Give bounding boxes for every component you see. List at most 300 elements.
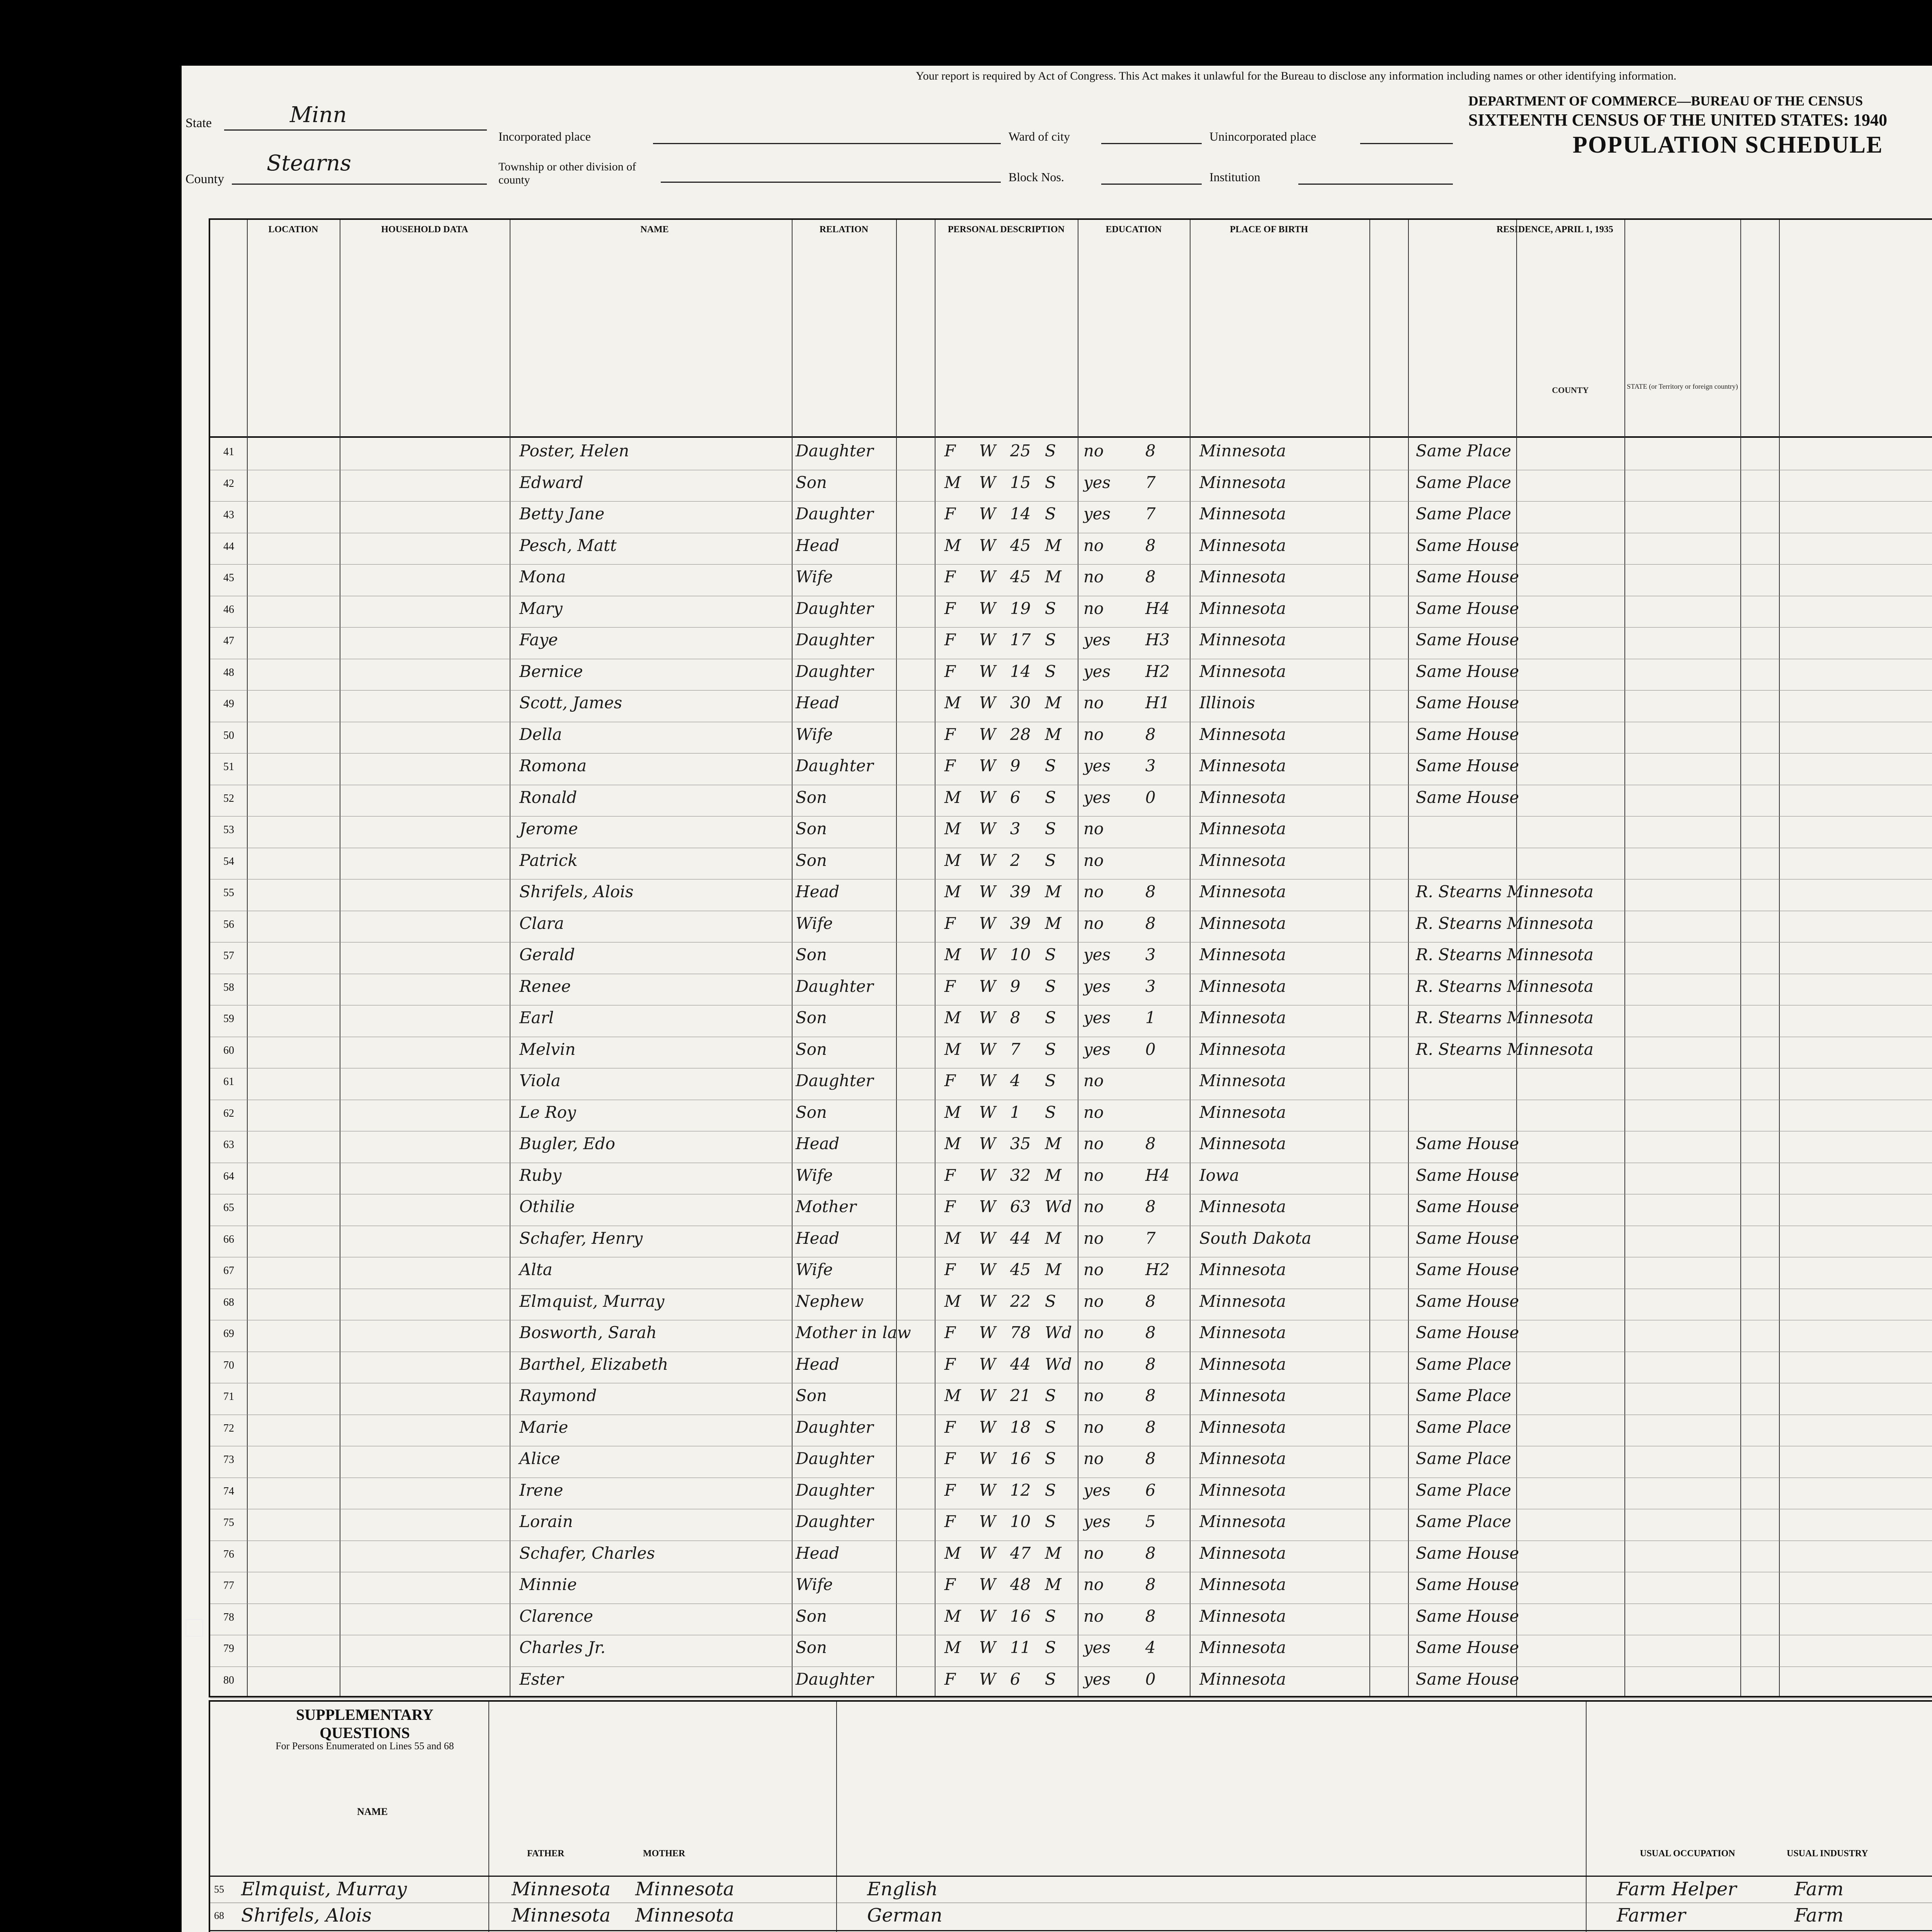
grade-cell: 0 [1145, 787, 1156, 807]
grade-cell: 8 [1145, 1197, 1156, 1216]
marital-cell: S [1045, 1071, 1056, 1090]
sex-cell: M [944, 1638, 961, 1657]
line-number: 51 [223, 761, 234, 773]
supp-title: SUPPLEMENTARY QUESTIONS [296, 1706, 434, 1742]
line-number: 79 [223, 1643, 234, 1655]
age-cell: 17 [1010, 630, 1031, 649]
age-cell: 39 [1010, 913, 1031, 933]
age-cell: 35 [1010, 1134, 1031, 1153]
education-heading: EDUCATION [1105, 224, 1162, 235]
relation-cell: Head [796, 1543, 840, 1563]
table-row [210, 848, 1932, 880]
supp-occ-label: USUAL OCCUPATION [1640, 1849, 1735, 1859]
person-name: Poster, Helen [519, 441, 629, 460]
supp-row-55: 55 Elmquist, Murray Minnesota Minnesota English Farm Helper Farm [210, 1876, 1932, 1904]
residence-cell: Same House [1416, 693, 1519, 712]
table-row [210, 1352, 1932, 1384]
residence-cell: Same House [1416, 1575, 1519, 1594]
birthplace-cell: Minnesota [1199, 1512, 1286, 1531]
grade-cell: 8 [1145, 1575, 1156, 1594]
line-number: 43 [223, 509, 234, 521]
table-row [210, 1667, 1932, 1699]
person-name: Barthel, Elizabeth [519, 1354, 668, 1374]
grade-cell: 8 [1145, 441, 1156, 460]
birthplace-cell: Illinois [1199, 693, 1255, 712]
relation-cell: Son [796, 1386, 827, 1405]
birthplace-cell: Minnesota [1199, 441, 1286, 460]
marital-cell: S [1045, 976, 1056, 996]
school-cell: no [1083, 1291, 1104, 1311]
school-cell: no [1083, 1575, 1104, 1594]
line-number: 58 [223, 981, 234, 993]
supp-row-68: 68 Shrifels, Alois Minnesota Minnesota German Farmer Farm [210, 1903, 1932, 1931]
school-cell: no [1083, 1071, 1104, 1090]
sex-cell: M [944, 945, 961, 964]
person-name: Clarence [519, 1606, 593, 1626]
age-cell: 19 [1010, 599, 1031, 618]
birthplace-cell: Minnesota [1199, 724, 1286, 744]
location-heading: LOCATION [268, 224, 318, 235]
table-row [210, 1068, 1932, 1100]
marital-cell: S [1045, 473, 1056, 492]
incorporated-underline [653, 143, 1001, 144]
age-cell: 8 [1010, 1008, 1020, 1027]
table-row [210, 1478, 1932, 1510]
school-cell: no [1083, 1165, 1104, 1185]
table-row [210, 1415, 1932, 1447]
race-cell: W [979, 850, 996, 870]
sex-cell: F [944, 976, 956, 996]
birthplace-cell: Minnesota [1199, 1543, 1286, 1563]
person-name: Bugler, Edo [519, 1134, 616, 1153]
line-number: 46 [223, 603, 234, 616]
relation-cell: Mother [796, 1197, 857, 1216]
age-cell: 2 [1010, 850, 1020, 870]
school-cell: yes [1083, 1039, 1111, 1059]
birthplace-cell: Minnesota [1199, 1354, 1286, 1374]
age-cell: 14 [1010, 504, 1031, 523]
race-cell: W [979, 441, 996, 460]
person-name: Le Roy [519, 1102, 576, 1122]
school-cell: no [1083, 1543, 1104, 1563]
line-number: 66 [223, 1233, 234, 1245]
school-cell: yes [1083, 1669, 1111, 1689]
sex-cell: M [944, 1291, 961, 1311]
incorporated-label: Incorporated place [498, 129, 591, 143]
supp-ind-55: Farm [1794, 1878, 1844, 1900]
marital-cell: M [1045, 536, 1062, 555]
birthplace-cell: Minnesota [1199, 630, 1286, 649]
person-name: Elmquist, Murray [519, 1291, 665, 1311]
race-cell: W [979, 1449, 996, 1468]
residence-cell: Same Place [1416, 1480, 1511, 1500]
age-cell: 4 [1010, 1071, 1020, 1090]
birthplace-cell: Minnesota [1199, 1480, 1286, 1500]
grade-cell: 8 [1145, 1291, 1156, 1311]
school-cell: no [1083, 1449, 1104, 1468]
sex-cell: F [944, 1449, 956, 1468]
state-underline [224, 129, 487, 131]
residence-cell: Same House [1416, 1323, 1519, 1342]
school-cell: no [1083, 1134, 1104, 1153]
school-cell: yes [1083, 1480, 1111, 1500]
person-name: Lorain [519, 1512, 573, 1531]
table-row [210, 1163, 1932, 1195]
person-name: Clara [519, 913, 564, 933]
grade-cell: 0 [1145, 1669, 1156, 1689]
supp-father-68: Minnesota [512, 1905, 611, 1926]
residence-cell: Same House [1416, 1165, 1519, 1185]
marital-cell: S [1045, 756, 1056, 775]
line-number: 69 [223, 1328, 234, 1340]
household-heading: HOUSEHOLD DATA [381, 224, 468, 235]
birthplace-cell: Minnesota [1199, 1417, 1286, 1437]
state-label: State [185, 116, 212, 130]
race-cell: W [979, 1134, 996, 1153]
residence-cell: Same House [1416, 1134, 1519, 1153]
table-row [210, 974, 1932, 1006]
marital-cell: S [1045, 1606, 1056, 1626]
age-cell: 44 [1010, 1354, 1031, 1374]
table-row [210, 879, 1932, 911]
school-cell: no [1083, 1260, 1104, 1279]
person-name: Schafer, Charles [519, 1543, 655, 1563]
marital-cell: M [1045, 1575, 1062, 1594]
birthplace-cell: Iowa [1199, 1165, 1239, 1185]
grade-cell: 7 [1145, 1228, 1156, 1248]
supp-father-label: FATHER [527, 1849, 565, 1859]
relation-cell: Son [796, 1008, 827, 1027]
race-cell: W [979, 504, 996, 523]
race-cell: W [979, 1543, 996, 1563]
race-cell: W [979, 567, 996, 586]
race-cell: W [979, 1228, 996, 1248]
sex-cell: M [944, 1134, 961, 1153]
birthplace-cell: Minnesota [1199, 536, 1286, 555]
supp-occ-68: Farmer [1617, 1905, 1686, 1926]
school-cell: no [1083, 913, 1104, 933]
table-row [210, 816, 1932, 848]
sex-cell: F [944, 599, 956, 618]
table-row [210, 1383, 1932, 1415]
sex-cell: F [944, 913, 956, 933]
person-name: Gerald [519, 945, 575, 964]
marital-cell: M [1045, 724, 1062, 744]
age-cell: 11 [1010, 1638, 1031, 1657]
county-value: Stearns [267, 151, 351, 176]
sex-cell: F [944, 1417, 956, 1437]
race-cell: W [979, 1512, 996, 1531]
birthplace-cell: Minnesota [1199, 1102, 1286, 1122]
school-cell: no [1083, 1323, 1104, 1342]
relation-cell: Daughter [796, 976, 874, 996]
residence-heading: RESIDENCE, APRIL 1, 1935 [1496, 224, 1614, 235]
school-cell: yes [1083, 1512, 1111, 1531]
age-cell: 9 [1010, 976, 1020, 996]
person-name: Edward [519, 473, 583, 492]
line-number: 75 [223, 1517, 234, 1529]
school-cell: no [1083, 1197, 1104, 1216]
relation-cell: Head [796, 693, 840, 712]
table-row [210, 690, 1932, 722]
sex-cell: F [944, 724, 956, 744]
sex-cell: M [944, 536, 961, 555]
relation-cell: Son [796, 473, 827, 492]
supp-father-55: Minnesota [512, 1878, 611, 1900]
race-cell: W [979, 693, 996, 712]
residence-cell: R. Stearns Minnesota [1416, 1008, 1594, 1027]
relation-cell: Daughter [796, 1071, 874, 1090]
age-cell: 3 [1010, 819, 1020, 838]
age-cell: 47 [1010, 1543, 1031, 1563]
school-cell: no [1083, 441, 1104, 460]
sex-cell: F [944, 504, 956, 523]
sex-cell: F [944, 1071, 956, 1090]
residence-cell: R. Stearns Minnesota [1416, 1039, 1594, 1059]
relation-cell: Daughter [796, 1669, 874, 1689]
residence-cell: Same House [1416, 1228, 1519, 1248]
residence-cell: Same House [1416, 1260, 1519, 1279]
sex-cell: F [944, 1480, 956, 1500]
relation-cell: Wife [796, 1165, 833, 1185]
age-cell: 45 [1010, 567, 1031, 586]
residence-cell: Same House [1416, 1606, 1519, 1626]
sex-cell: M [944, 1386, 961, 1405]
grade-cell: 8 [1145, 1134, 1156, 1153]
birthplace-cell: Minnesota [1199, 819, 1286, 838]
grade-cell: H4 [1145, 1165, 1170, 1185]
marital-cell: S [1045, 945, 1056, 964]
residence-cell: Same Place [1416, 1354, 1511, 1374]
line-number: 53 [223, 824, 234, 836]
age-cell: 25 [1010, 441, 1031, 460]
birthplace-cell: Minnesota [1199, 599, 1286, 618]
birthplace-cell: South Dakota [1199, 1228, 1311, 1248]
table-row [210, 1446, 1932, 1478]
form-notice: Your report is required by Act of Congress. This Act makes it unlawful for the Bureau to disclose any information including names or other identifying information. [916, 70, 1677, 82]
marital-cell: M [1045, 882, 1062, 901]
school-cell: yes [1083, 945, 1111, 964]
table-row [210, 627, 1932, 659]
race-cell: W [979, 1102, 996, 1122]
relation-cell: Son [796, 945, 827, 964]
table-row [210, 1131, 1932, 1163]
relation-cell: Head [796, 1228, 840, 1248]
relation-cell: Daughter [796, 599, 874, 618]
line-number: 42 [223, 477, 234, 490]
school-cell: no [1083, 1354, 1104, 1374]
person-name: Jerome [519, 819, 578, 838]
marital-cell: M [1045, 1134, 1062, 1153]
relation-cell: Head [796, 536, 840, 555]
table-row [210, 533, 1932, 565]
birthplace-cell: Minnesota [1199, 1197, 1286, 1216]
school-cell: no [1083, 882, 1104, 901]
relation-cell: Son [796, 1606, 827, 1626]
relation-cell: Head [796, 882, 840, 901]
line-number: 80 [223, 1674, 234, 1686]
sex-cell: F [944, 662, 956, 681]
person-name: Della [519, 724, 562, 744]
grade-cell: H2 [1145, 1260, 1170, 1279]
relation-cell: Daughter [796, 662, 874, 681]
residence-cell: Same House [1416, 1669, 1519, 1689]
line-number: 50 [223, 729, 234, 742]
relation-cell: Son [796, 1039, 827, 1059]
grade-cell: 8 [1145, 536, 1156, 555]
table-row [210, 722, 1932, 754]
sex-cell: M [944, 1102, 961, 1122]
race-cell: W [979, 1606, 996, 1626]
sex-cell: F [944, 1669, 956, 1689]
marital-cell: Wd [1045, 1354, 1072, 1374]
marital-cell: M [1045, 1543, 1062, 1563]
residence-cell: R. Stearns Minnesota [1416, 882, 1594, 901]
relation-cell: Daughter [796, 1417, 874, 1437]
residence-cell: Same House [1416, 630, 1519, 649]
race-cell: W [979, 630, 996, 649]
line-number: 74 [223, 1485, 234, 1497]
grade-cell: 8 [1145, 1386, 1156, 1405]
state-subheading: STATE (or Territory or foreign country) [1627, 383, 1738, 390]
birthplace-cell: Minnesota [1199, 976, 1286, 996]
residence-cell: Same Place [1416, 1449, 1511, 1468]
race-cell: W [979, 756, 996, 775]
table-row [210, 785, 1932, 817]
grade-cell: 8 [1145, 567, 1156, 586]
race-cell: W [979, 724, 996, 744]
person-name: Scott, James [519, 693, 622, 712]
age-cell: 14 [1010, 662, 1031, 681]
birthplace-cell: Minnesota [1199, 1008, 1286, 1027]
school-cell: no [1083, 1606, 1104, 1626]
age-cell: 6 [1010, 787, 1020, 807]
residence-cell: Same Place [1416, 1512, 1511, 1531]
line-number: 65 [223, 1202, 234, 1214]
residence-cell: R. Stearns Minnesota [1416, 976, 1594, 996]
sex-cell: M [944, 882, 961, 901]
race-cell: W [979, 819, 996, 838]
relation-cell: Daughter [796, 756, 874, 775]
supplementary-section [209, 1700, 1932, 1932]
residence-cell: R. Stearns Minnesota [1416, 913, 1594, 933]
check-box[interactable] [185, 1619, 203, 1637]
person-name: Betty Jane [519, 504, 605, 523]
person-name: Irene [519, 1480, 563, 1500]
birthplace-cell: Minnesota [1199, 1606, 1286, 1626]
age-cell: 12 [1010, 1480, 1031, 1500]
marital-cell: S [1045, 1480, 1056, 1500]
birthplace-cell: Minnesota [1199, 473, 1286, 492]
table-row [210, 470, 1932, 502]
school-cell: yes [1083, 787, 1111, 807]
county-subheading: COUNTY [1552, 385, 1589, 395]
grade-cell: 8 [1145, 1606, 1156, 1626]
race-cell: W [979, 1197, 996, 1216]
line-number: 72 [223, 1422, 234, 1434]
table-row [210, 1194, 1932, 1226]
line-number: 57 [223, 950, 234, 962]
supp-name-55: Elmquist, Murray [241, 1878, 407, 1900]
birthplace-cell: Minnesota [1199, 1039, 1286, 1059]
line-number: 55 [223, 887, 234, 899]
residence-cell: Same Place [1416, 504, 1511, 523]
race-cell: W [979, 882, 996, 901]
person-name: Schafer, Henry [519, 1228, 643, 1248]
supp-name-68: Shrifels, Alois [241, 1905, 372, 1926]
grade-cell: 4 [1145, 1638, 1156, 1657]
residence-cell: Same House [1416, 599, 1519, 618]
table-row [210, 1226, 1932, 1258]
person-name: Viola [519, 1071, 561, 1090]
relation-cell: Wife [796, 724, 833, 744]
table-row [210, 942, 1932, 974]
line-number: 76 [223, 1548, 234, 1560]
census-title: SIXTEENTH CENSUS OF THE UNITED STATES: 1940 [1468, 111, 1887, 129]
age-cell: 10 [1010, 1512, 1031, 1531]
supp-occ-55: Farm Helper [1617, 1878, 1737, 1900]
line-number: 45 [223, 572, 234, 584]
state-value: Minn [290, 102, 347, 128]
race-cell: W [979, 1417, 996, 1437]
table-row [210, 1037, 1932, 1069]
relation-cell: Head [796, 1354, 840, 1374]
grade-cell: 8 [1145, 913, 1156, 933]
relation-cell: Mother in law [796, 1323, 911, 1342]
marital-cell: S [1045, 599, 1056, 618]
township-underline [661, 182, 1001, 183]
relation-cell: Daughter [796, 1512, 874, 1531]
relation-cell: Wife [796, 1260, 833, 1279]
grade-cell: 8 [1145, 724, 1156, 744]
race-cell: W [979, 1354, 996, 1374]
school-cell: no [1083, 693, 1104, 712]
ward-label: Ward of city [1009, 129, 1070, 143]
dept-heading: DEPARTMENT OF COMMERCE—BUREAU OF THE CENSUS [1468, 93, 1863, 109]
person-name: Patrick [519, 850, 578, 870]
grade-cell: 8 [1145, 882, 1156, 901]
person-name: Renee [519, 976, 571, 996]
line-number: 61 [223, 1076, 234, 1088]
person-name: Mona [519, 567, 566, 586]
relation-cell: Wife [796, 567, 833, 586]
relation-cell: Wife [796, 1575, 833, 1594]
sex-cell: M [944, 1008, 961, 1027]
birthplace-cell: Minnesota [1199, 662, 1286, 681]
supp-mother-55: Minnesota [635, 1878, 735, 1900]
table-row [210, 753, 1932, 785]
sex-cell: M [944, 473, 961, 492]
age-cell: 15 [1010, 473, 1031, 492]
table-row [210, 1100, 1932, 1132]
school-cell: no [1083, 1386, 1104, 1405]
census-sheet [182, 66, 1932, 1932]
marital-cell: S [1045, 819, 1056, 838]
age-cell: 45 [1010, 1260, 1031, 1279]
marital-cell: M [1045, 913, 1062, 933]
marital-cell: S [1045, 1512, 1056, 1531]
supp-name-label: NAME [357, 1806, 388, 1817]
race-cell: W [979, 1260, 996, 1279]
grade-cell: H3 [1145, 630, 1170, 649]
marital-cell: M [1045, 1165, 1062, 1185]
school-cell: no [1083, 599, 1104, 618]
school-cell: yes [1083, 473, 1111, 492]
county-underline [232, 184, 487, 185]
race-cell: W [979, 1071, 996, 1090]
table-row [210, 438, 1932, 470]
supp-subtitle: For Persons Enumerated on Lines 55 and 68 [276, 1740, 454, 1752]
